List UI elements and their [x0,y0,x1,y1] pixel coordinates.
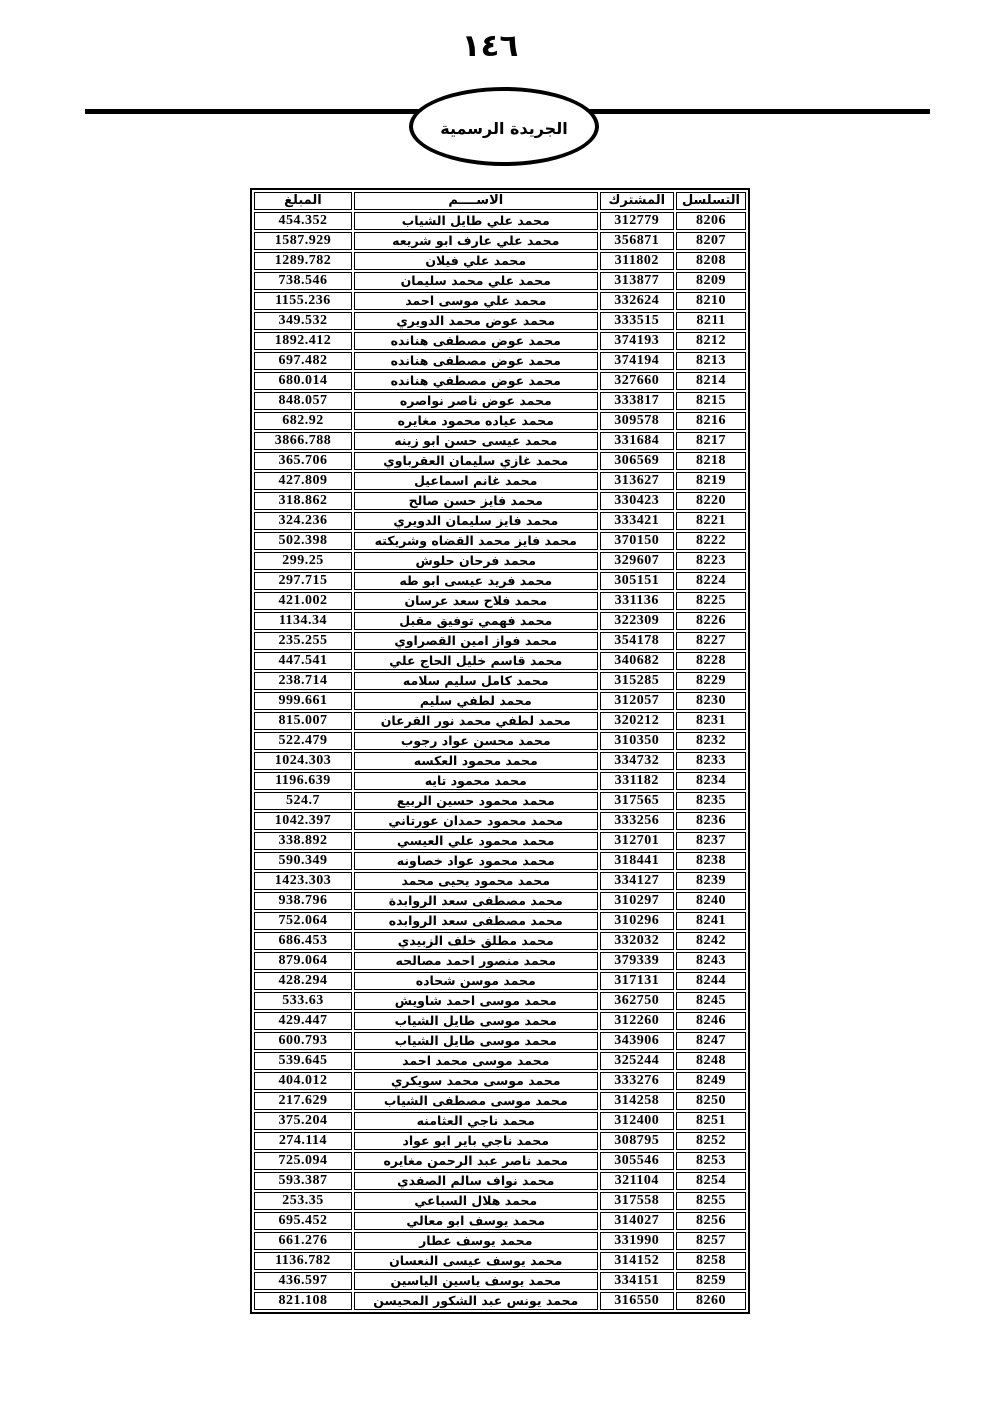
serial-cell: 8256 [676,1212,746,1230]
table-row [254,1012,746,1030]
name-cell: محمد عوض محمد الدويري [354,312,598,330]
name-cell: محمد مطلق خلف الزبيدي [354,932,598,950]
amount-cell: 879.064 [254,952,352,970]
amount-cell: 1587.929 [254,232,352,250]
name-cell: محمد موسى محمد سويكري [354,1072,598,1090]
table-row [254,1212,746,1230]
amount-cell: 686.453 [254,932,352,950]
name-cell: محمد محمود حسين الربيع [354,792,598,810]
name-cell: محمد نواف سالم الصفدي [354,1172,598,1190]
serial-cell: 8220 [676,492,746,510]
subscriber-cell: 333515 [600,312,674,330]
subscriber-cell: 330423 [600,492,674,510]
subscriber-cell: 374193 [600,332,674,350]
name-cell: محمد فهمي توفيق مقبل [354,612,598,630]
table-row [254,1292,746,1310]
column-header-serial: التسلسل [676,192,746,210]
name-cell: محمد فلاح سعد عرسان [354,592,598,610]
table-row [254,232,746,250]
name-cell: محمد عوض ناصر نواصره [354,392,598,410]
subscriber-cell: 317565 [600,792,674,810]
gazette-title: الجريدة الرسمية [440,118,568,138]
serial-cell: 8224 [676,572,746,590]
subscriber-cell: 354178 [600,632,674,650]
amount-cell: 590.349 [254,852,352,870]
table-row [254,1272,746,1290]
table-row [254,672,746,690]
amount-cell: 738.546 [254,272,352,290]
amount-cell: 436.597 [254,1272,352,1290]
name-cell: محمد محمود علي العيسي [354,832,598,850]
amount-cell: 593.387 [254,1172,352,1190]
amount-cell: 680.014 [254,372,352,390]
subscriber-cell: 327660 [600,372,674,390]
amount-cell: 428.294 [254,972,352,990]
amount-cell: 821.108 [254,1292,352,1310]
table-row [254,712,746,730]
table-row [254,1192,746,1210]
subscriber-cell: 317558 [600,1192,674,1210]
subscriber-cell: 312057 [600,692,674,710]
table-row [254,652,746,670]
serial-cell: 8250 [676,1092,746,1110]
subscriber-cell: 370150 [600,532,674,550]
name-cell: محمد مصطفى سعد الروابده [354,912,598,930]
subscriber-cell: 332624 [600,292,674,310]
amount-cell: 1155.236 [254,292,352,310]
subscriber-cell: 313877 [600,272,674,290]
table-row [254,692,746,710]
name-cell: محمد يوسف عطار [354,1232,598,1250]
table-row [254,852,746,870]
subscriber-cell: 379339 [600,952,674,970]
serial-cell: 8222 [676,532,746,550]
amount-cell: 695.452 [254,1212,352,1230]
table-row [254,312,746,330]
column-header-subscriber: المشترك [600,192,674,210]
serial-cell: 8212 [676,332,746,350]
amount-cell: 999.661 [254,692,352,710]
serial-cell: 8231 [676,712,746,730]
name-cell: محمد موسى مصطفى الشياب [354,1092,598,1110]
name-cell: محمد منصور احمد مصالحه [354,952,598,970]
name-cell: محمد يوسف ياسين الياسين [354,1272,598,1290]
table-row [254,252,746,270]
page-number: ١٤٦ [461,28,519,64]
serial-cell: 8246 [676,1012,746,1030]
name-cell: محمد محمود العكسه [354,752,598,770]
table-row [254,892,746,910]
name-cell: محمد فايز سليمان الدويري [354,512,598,530]
table-row [254,1232,746,1250]
subscriber-cell: 315285 [600,672,674,690]
name-cell: محمد يوسف عيسى النعسان [354,1252,598,1270]
name-cell: محمد علي فيلان [354,252,598,270]
table-row [254,352,746,370]
subscriber-cell: 329607 [600,552,674,570]
name-cell: محمد فريد عيسى ابو طه [354,572,598,590]
column-header-amount: المبلغ [254,192,352,210]
table-row [254,832,746,850]
subscriber-cell: 310350 [600,732,674,750]
table-row [254,1112,746,1130]
amount-cell: 682.92 [254,412,352,430]
table-row [254,592,746,610]
subscriber-cell: 331684 [600,432,674,450]
subscriber-cell: 332032 [600,932,674,950]
amount-cell: 1042.397 [254,812,352,830]
name-cell: محمد عوض مصطفى هنانده [354,352,598,370]
serial-cell: 8234 [676,772,746,790]
table-row [254,432,746,450]
subscriber-cell: 331990 [600,1232,674,1250]
name-cell: محمد هلال السباعي [354,1192,598,1210]
table-row [254,1052,746,1070]
amount-cell: 1892.412 [254,332,352,350]
table-row [254,372,746,390]
amount-cell: 253.35 [254,1192,352,1210]
serial-cell: 8211 [676,312,746,330]
amount-cell: 533.63 [254,992,352,1010]
table-row [254,1032,746,1050]
name-cell: محمد علي عارف ابو شريعه [354,232,598,250]
amount-cell: 324.236 [254,512,352,530]
amount-cell: 661.276 [254,1232,352,1250]
subscriber-cell: 305151 [600,572,674,590]
amount-cell: 815.007 [254,712,352,730]
serial-cell: 8223 [676,552,746,570]
amount-cell: 1423.303 [254,872,352,890]
serial-cell: 8226 [676,612,746,630]
subscriber-cell: 316550 [600,1292,674,1310]
table-row [254,992,746,1010]
name-cell: محمد علي موسى احمد [354,292,598,310]
name-cell: محمد موسى محمد احمد [354,1052,598,1070]
serial-cell: 8240 [676,892,746,910]
subscriber-cell: 306569 [600,452,674,470]
table-row [254,572,746,590]
table-row [254,752,746,770]
table-row [254,452,746,470]
subscriber-cell: 331136 [600,592,674,610]
subscriber-cell: 314258 [600,1092,674,1110]
name-cell: محمد قاسم خليل الحاج علي [354,652,598,670]
subscriber-cell: 333276 [600,1072,674,1090]
amount-cell: 274.114 [254,1132,352,1150]
table-header-row [254,192,746,210]
subscriber-cell: 322309 [600,612,674,630]
serial-cell: 8251 [676,1112,746,1130]
table-row [254,412,746,430]
table-row [254,1152,746,1170]
table-row [254,472,746,490]
subscriber-cell: 312260 [600,1012,674,1030]
name-cell: محمد يونس عبد الشكور المحيسن [354,1292,598,1310]
serial-cell: 8230 [676,692,746,710]
subscriber-cell: 331182 [600,772,674,790]
name-cell: محمد ناجي العثامنه [354,1112,598,1130]
table-row [254,772,746,790]
serial-cell: 8210 [676,292,746,310]
table-row [254,1172,746,1190]
name-cell: محمد كامل سليم سلامه [354,672,598,690]
column-header-name: الاســــم [354,192,598,210]
name-cell: محمد لطفي محمد نور القرعان [354,712,598,730]
amount-cell: 524.7 [254,792,352,810]
table-row [254,1092,746,1110]
subscriber-cell: 321104 [600,1172,674,1190]
amount-cell: 752.064 [254,912,352,930]
subscriber-cell: 320212 [600,712,674,730]
name-cell: محمد عيسى حسن ابو زينه [354,432,598,450]
name-cell: محمد فرحان حلوش [354,552,598,570]
amount-cell: 427.809 [254,472,352,490]
amount-cell: 421.002 [254,592,352,610]
serial-cell: 8248 [676,1052,746,1070]
subscriber-cell: 374194 [600,352,674,370]
serial-cell: 8232 [676,732,746,750]
amount-cell: 1136.782 [254,1252,352,1270]
subscriber-cell: 317131 [600,972,674,990]
table-row [254,212,746,230]
subscriber-cell: 310296 [600,912,674,930]
subscriber-cell: 333421 [600,512,674,530]
table-row [254,952,746,970]
table-row [254,332,746,350]
serial-cell: 8206 [676,212,746,230]
amount-cell: 938.796 [254,892,352,910]
table-row [254,1252,746,1270]
name-cell: محمد عياده محمود مغايره [354,412,598,430]
serial-cell: 8217 [676,432,746,450]
name-cell: محمد محمود يحيى محمد [354,872,598,890]
serial-cell: 8241 [676,912,746,930]
amount-cell: 404.012 [254,1072,352,1090]
serial-cell: 8215 [676,392,746,410]
amount-cell: 297.715 [254,572,352,590]
serial-cell: 8253 [676,1152,746,1170]
serial-cell: 8259 [676,1272,746,1290]
amount-cell: 429.447 [254,1012,352,1030]
amount-cell: 318.862 [254,492,352,510]
name-cell: محمد موسن شحاده [354,972,598,990]
amount-cell: 522.479 [254,732,352,750]
name-cell: محمد يوسف ابو معالي [354,1212,598,1230]
serial-cell: 8243 [676,952,746,970]
table-row [254,792,746,810]
serial-cell: 8214 [676,372,746,390]
amount-cell: 600.793 [254,1032,352,1050]
serial-cell: 8213 [676,352,746,370]
subscriber-cell: 314152 [600,1252,674,1270]
subscriber-cell: 334127 [600,872,674,890]
name-cell: محمد موسى طايل الشياب [354,1012,598,1030]
table-row [254,812,746,830]
serial-cell: 8233 [676,752,746,770]
subscriber-cell: 325244 [600,1052,674,1070]
table-row [254,552,746,570]
serial-cell: 8258 [676,1252,746,1270]
serial-cell: 8236 [676,812,746,830]
serial-cell: 8228 [676,652,746,670]
amount-cell: 365.706 [254,452,352,470]
amount-cell: 338.892 [254,832,352,850]
amount-cell: 217.629 [254,1092,352,1110]
name-cell: محمد لطفي سليم [354,692,598,710]
table-row [254,392,746,410]
serial-cell: 8254 [676,1172,746,1190]
subscriber-cell: 309578 [600,412,674,430]
name-cell: محمد فايز محمد القضاه وشريكته [354,532,598,550]
name-cell: محمد محمود عواد خصاونه [354,852,598,870]
name-cell: محمد علي طايل الشياب [354,212,598,230]
name-cell: محمد علي محمد سليمان [354,272,598,290]
subscriber-cell: 305546 [600,1152,674,1170]
serial-cell: 8227 [676,632,746,650]
amount-cell: 235.255 [254,632,352,650]
serial-cell: 8221 [676,512,746,530]
table-row [254,1072,746,1090]
serial-cell: 8208 [676,252,746,270]
serial-cell: 8245 [676,992,746,1010]
subscriber-cell: 312400 [600,1112,674,1130]
serial-cell: 8237 [676,832,746,850]
table-row [254,912,746,930]
table-row [254,972,746,990]
amount-cell: 1196.639 [254,772,352,790]
name-cell: محمد ناجي باير ابو عواد [354,1132,598,1150]
serial-cell: 8247 [676,1032,746,1050]
subscriber-cell: 318441 [600,852,674,870]
name-cell: محمد عوض مصطفى هنانده [354,332,598,350]
table-row [254,492,746,510]
amount-cell: 238.714 [254,672,352,690]
amount-cell: 725.094 [254,1152,352,1170]
amount-cell: 375.204 [254,1112,352,1130]
subscriber-cell: 334151 [600,1272,674,1290]
serial-cell: 8209 [676,272,746,290]
subscriber-cell: 356871 [600,232,674,250]
name-cell: محمد فواز امين القصراوي [354,632,598,650]
serial-cell: 8216 [676,412,746,430]
table-row [254,612,746,630]
name-cell: محمد محسن عواد رجوب [354,732,598,750]
amount-cell: 3866.788 [254,432,352,450]
gazette-seal-ellipse [409,87,599,166]
serial-cell: 8255 [676,1192,746,1210]
table-row [254,872,746,890]
amount-cell: 539.645 [254,1052,352,1070]
subscriber-cell: 314027 [600,1212,674,1230]
amount-cell: 502.398 [254,532,352,550]
name-cell: محمد فايز حسن صالح [354,492,598,510]
name-cell: محمد محمود حمدان عورتاني [354,812,598,830]
amount-cell: 349.532 [254,312,352,330]
serial-cell: 8225 [676,592,746,610]
table-row [254,732,746,750]
amount-cell: 1024.303 [254,752,352,770]
serial-cell: 8218 [676,452,746,470]
table-row [254,1132,746,1150]
subscriber-cell: 340682 [600,652,674,670]
serial-cell: 8257 [676,1232,746,1250]
amount-cell: 447.541 [254,652,352,670]
table-row [254,632,746,650]
name-cell: محمد عوض مصطفي هنانده [354,372,598,390]
amount-cell: 1289.782 [254,252,352,270]
serial-cell: 8242 [676,932,746,950]
amount-cell: 299.25 [254,552,352,570]
subscriber-cell: 312701 [600,832,674,850]
serial-cell: 8229 [676,672,746,690]
serial-cell: 8238 [676,852,746,870]
serial-cell: 8260 [676,1292,746,1310]
name-cell: محمد ناصر عبد الرحمن مغايره [354,1152,598,1170]
table-row [254,272,746,290]
table-row [254,532,746,550]
subscriber-cell: 334732 [600,752,674,770]
serial-cell: 8244 [676,972,746,990]
serial-cell: 8239 [676,872,746,890]
records-table [250,188,750,1314]
name-cell: محمد موسى احمد شاويش [354,992,598,1010]
subscriber-cell: 362750 [600,992,674,1010]
table-row [254,932,746,950]
amount-cell: 1134.34 [254,612,352,630]
subscriber-cell: 312779 [600,212,674,230]
serial-cell: 8207 [676,232,746,250]
amount-cell: 848.057 [254,392,352,410]
subscriber-cell: 343906 [600,1032,674,1050]
name-cell: محمد غانم اسماعيل [354,472,598,490]
subscriber-cell: 333256 [600,812,674,830]
name-cell: محمد محمود تايه [354,772,598,790]
table-row [254,292,746,310]
subscriber-cell: 311802 [600,252,674,270]
subscriber-cell: 308795 [600,1132,674,1150]
name-cell: محمد مصطفى سعد الروابدة [354,892,598,910]
serial-cell: 8235 [676,792,746,810]
serial-cell: 8249 [676,1072,746,1090]
name-cell: محمد موسى طايل الشياب [354,1032,598,1050]
serial-cell: 8219 [676,472,746,490]
amount-cell: 697.482 [254,352,352,370]
subscriber-cell: 310297 [600,892,674,910]
name-cell: محمد غازي سليمان العقرباوي [354,452,598,470]
subscriber-cell: 333817 [600,392,674,410]
subscriber-cell: 313627 [600,472,674,490]
table-row [254,512,746,530]
amount-cell: 454.352 [254,212,352,230]
serial-cell: 8252 [676,1132,746,1150]
